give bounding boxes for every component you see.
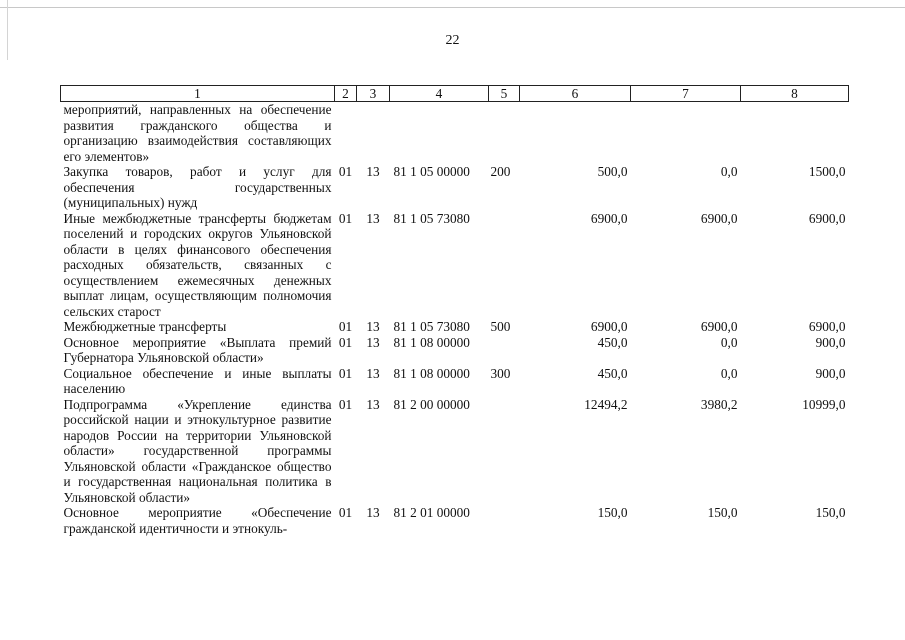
row-amount-year1: 6900,0 bbox=[590, 319, 628, 334]
row-amount-year1: 450,0 bbox=[597, 365, 628, 381]
column-header-8: 8 bbox=[741, 86, 849, 102]
row-section: 01 bbox=[338, 319, 353, 334]
row-expense-type bbox=[489, 211, 520, 320]
table-row bbox=[61, 164, 849, 211]
column-header-2: 2 bbox=[335, 86, 357, 102]
row-name: мероприятий, направленных на обеспечение развития гражданского общества и организацию взаимодействия составляющих его элементов» bbox=[63, 102, 332, 164]
row-name: Основное мероприятие «Обеспечение гражданской идентичности и этнокуль- bbox=[63, 505, 332, 536]
scan-edge-top bbox=[0, 7, 905, 8]
row-expense-type: 200 bbox=[490, 164, 511, 179]
row-expense-type: 300 bbox=[490, 365, 511, 381]
column-header-1: 1 bbox=[61, 86, 335, 102]
row-amount-year3: 150,0 bbox=[815, 505, 846, 520]
scan-edge-left bbox=[7, 0, 8, 60]
row-target-article bbox=[390, 102, 489, 165]
row-amount-year2: 3980,2 bbox=[700, 396, 738, 412]
column-header-4: 4 bbox=[390, 86, 489, 102]
row-expense-type bbox=[489, 335, 520, 366]
row-expense-type bbox=[489, 505, 520, 536]
row-target-article: 81 1 08 00000 bbox=[393, 365, 470, 381]
budget-table bbox=[60, 85, 849, 536]
row-subsection bbox=[357, 102, 390, 165]
row-subsection: 13 bbox=[366, 319, 380, 334]
row-amount-year3: 900,0 bbox=[815, 334, 846, 350]
row-name: Подпрограмма «Укрепление единства российской нации и этнокультурное развитие народов России на территории Ульяновской области» государственной программы Ульяновской области «Гражданское общество и государственная национальная политика в Ульяновской области» bbox=[63, 396, 332, 505]
row-amount-year1: 150,0 bbox=[597, 505, 628, 520]
row-subsection: 13 bbox=[366, 210, 380, 226]
row-target-article: 81 1 05 73080 bbox=[393, 210, 470, 226]
row-amount-year2: 0,0 bbox=[720, 334, 738, 350]
row-amount-year2: 6900,0 bbox=[700, 210, 738, 226]
header-row bbox=[61, 86, 849, 102]
row-section: 01 bbox=[338, 164, 353, 179]
row-subsection: 13 bbox=[366, 396, 380, 412]
page-number: 22 bbox=[445, 33, 460, 48]
row-section: 01 bbox=[338, 365, 353, 381]
row-subsection: 13 bbox=[366, 164, 380, 179]
table-row bbox=[61, 397, 849, 506]
row-subsection: 13 bbox=[366, 365, 380, 381]
row-amount-year2: 0,0 bbox=[720, 164, 738, 179]
row-name: Иные межбюджетные трансферты бюджетам поселений и городских округов Ульяновской области в целях финансового обеспечения расходных обязательств, связанных с осуществлением ежемесячных денежных выплат лицам, осуществляющим полномочия сельских старост bbox=[63, 210, 332, 319]
row-amount-year3: 900,0 bbox=[815, 365, 846, 381]
row-amount-year2: 6900,0 bbox=[700, 319, 738, 334]
column-header-7: 7 bbox=[631, 86, 741, 102]
row-target-article: 81 2 00 00000 bbox=[393, 396, 470, 412]
row-amount-year1: 12494,2 bbox=[584, 396, 628, 412]
row-subsection: 13 bbox=[366, 505, 380, 520]
row-name: Основное мероприятие «Выплата премий Губернатора Ульяновской области» bbox=[63, 334, 332, 365]
row-amount-year3: 1500,0 bbox=[808, 164, 846, 179]
row-target-article: 81 1 05 00000 bbox=[393, 164, 470, 179]
row-amount-year3: 6900,0 bbox=[808, 210, 846, 226]
row-amount-year1: 500,0 bbox=[597, 164, 628, 179]
row-section: 01 bbox=[338, 334, 353, 350]
table-row bbox=[61, 211, 849, 320]
row-name: Социальное обеспечение и иные выплаты населению bbox=[63, 365, 332, 396]
row-amount-year2: 150,0 bbox=[707, 505, 738, 520]
row-amount-year1: 450,0 bbox=[597, 334, 628, 350]
row-expense-type bbox=[489, 102, 520, 165]
row-expense-type bbox=[489, 397, 520, 506]
table-row bbox=[61, 319, 849, 335]
row-expense-type: 500 bbox=[490, 319, 511, 334]
table-header bbox=[61, 86, 849, 102]
row-amount-year1 bbox=[520, 102, 631, 165]
row-target-article: 81 1 08 00000 bbox=[393, 334, 470, 350]
table-body bbox=[61, 102, 849, 537]
row-amount-year3: 10999,0 bbox=[802, 396, 846, 412]
row-amount-year1: 6900,0 bbox=[590, 210, 628, 226]
row-amount-year2 bbox=[631, 102, 741, 165]
row-section: 01 bbox=[338, 210, 353, 226]
column-header-5: 5 bbox=[489, 86, 520, 102]
table-row bbox=[61, 505, 849, 536]
row-section bbox=[335, 102, 357, 165]
row-name: Межбюджетные трансферты bbox=[63, 319, 227, 334]
row-subsection: 13 bbox=[366, 334, 380, 350]
table-row bbox=[61, 102, 849, 165]
row-amount-year3: 6900,0 bbox=[808, 319, 846, 334]
column-header-6: 6 bbox=[520, 86, 631, 102]
row-target-article: 81 2 01 00000 bbox=[393, 505, 470, 520]
row-amount-year2: 0,0 bbox=[720, 365, 738, 381]
row-section: 01 bbox=[338, 505, 353, 520]
row-target-article: 81 1 05 73080 bbox=[393, 319, 470, 334]
table-row bbox=[61, 335, 849, 366]
table-row bbox=[61, 366, 849, 397]
column-header-3: 3 bbox=[357, 86, 390, 102]
row-section: 01 bbox=[338, 396, 353, 412]
row-name: Закупка товаров, работ и услуг для обеспечения государственных (муниципальных) нужд bbox=[63, 164, 332, 210]
row-amount-year3 bbox=[741, 102, 849, 165]
